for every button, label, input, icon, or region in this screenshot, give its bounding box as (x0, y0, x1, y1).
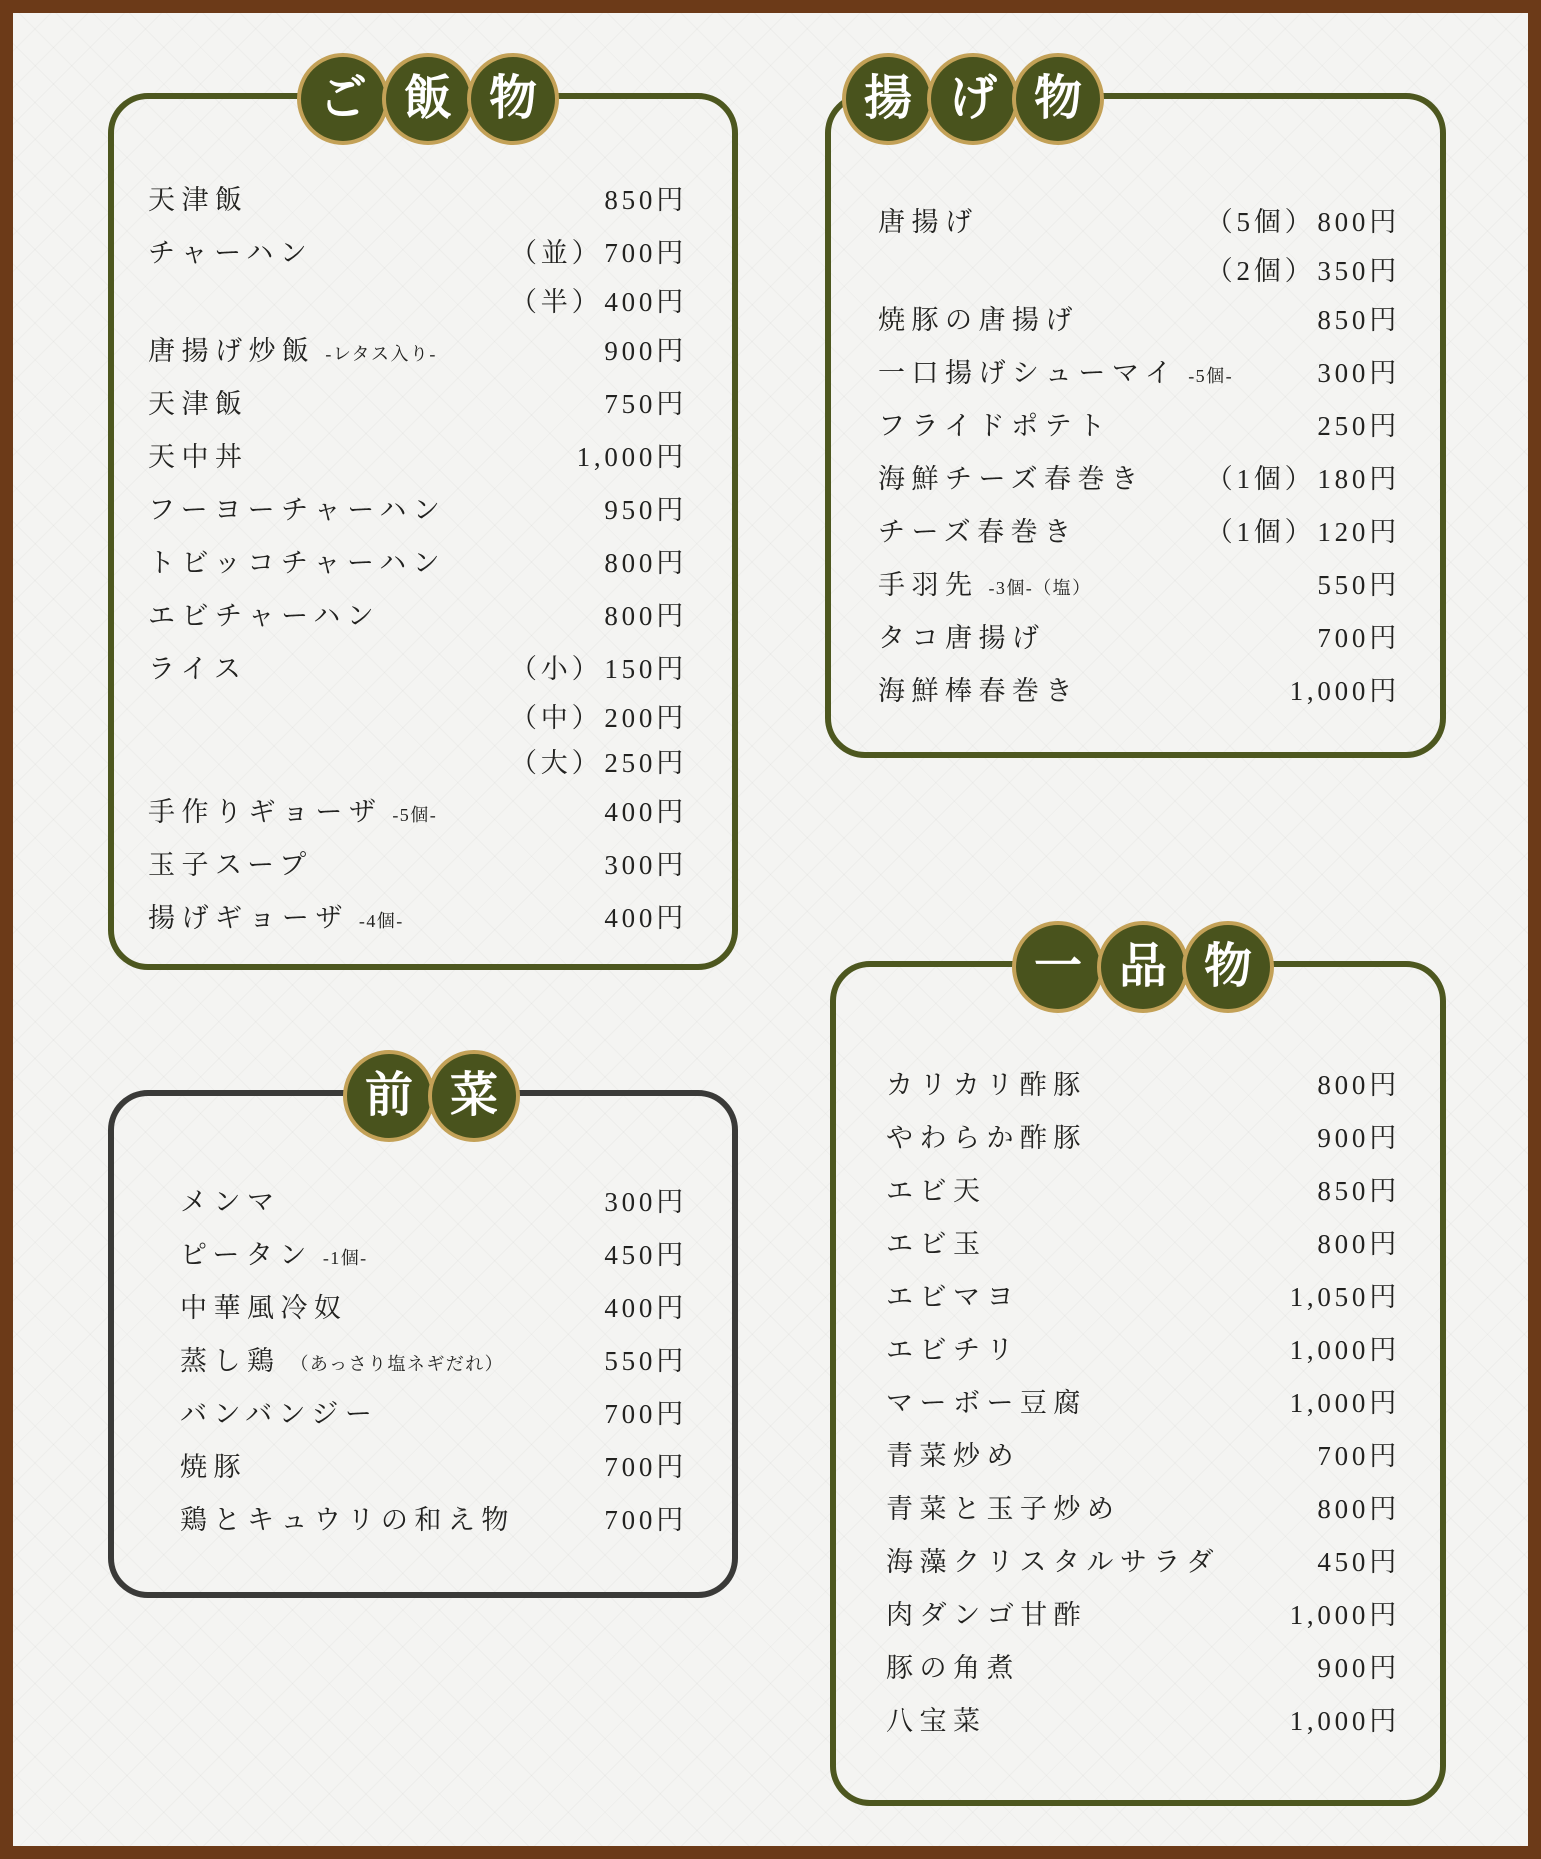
item-price (604, 329, 687, 368)
menu-item-row (886, 1374, 1400, 1427)
title-badge: 菜 (428, 1050, 520, 1142)
title-badge: 揚 (842, 53, 934, 145)
item-name-cell (180, 1392, 378, 1431)
menu-item-row (148, 224, 687, 277)
menu-item-row (148, 375, 687, 428)
price-value: 1,050円 (1289, 1282, 1400, 1312)
menu-item-row (878, 344, 1400, 397)
item-note: -1個- (322, 1248, 368, 1268)
item-list (831, 99, 1440, 752)
item-name-cell (886, 1275, 1020, 1314)
price-size-prefix: （並） (510, 238, 603, 268)
price-value: 250円 (604, 748, 687, 778)
price-value: 800円 (1317, 1229, 1400, 1259)
menu-item-row (878, 193, 1400, 246)
price-value: 1,000円 (1289, 1388, 1400, 1418)
item-name: メンマ (180, 1187, 281, 1217)
item-price (1290, 1593, 1400, 1632)
item-name-cell (886, 1063, 1087, 1102)
price-value: 300円 (604, 1187, 687, 1217)
item-note: （あっさり塩ネギだれ） (290, 1354, 505, 1374)
price-value: 700円 (1317, 1441, 1400, 1471)
item-price (510, 741, 687, 780)
item-name-cell (886, 1699, 986, 1738)
price-value: 700円 (604, 1452, 687, 1482)
item-name-cell (180, 1445, 247, 1484)
price-value: 800円 (1317, 1070, 1400, 1100)
menu-item-extra-price-row (148, 738, 687, 783)
item-price (1317, 1063, 1400, 1102)
menu-item-row (148, 171, 687, 224)
price-value: 850円 (604, 185, 687, 215)
price-size-prefix: （半） (510, 287, 603, 317)
item-name: 玉子スープ (148, 850, 313, 880)
item-name: 鶏とキュウリの和え物 (180, 1505, 515, 1535)
item-price (1317, 1222, 1400, 1261)
menu-item-row (148, 783, 687, 836)
item-name: 唐揚げ炒飯 (148, 336, 316, 366)
item-price (604, 178, 687, 217)
item-name-cell (148, 231, 313, 270)
item-name: エビマヨ (886, 1282, 1020, 1312)
item-name: 揚げギョーザ (148, 903, 349, 933)
item-name-cell (148, 594, 380, 633)
item-name: 一口揚げシューマイ (878, 358, 1179, 388)
item-list (836, 967, 1440, 1800)
price-value: 550円 (604, 1346, 687, 1376)
item-price (510, 280, 687, 319)
item-name-cell (148, 541, 446, 580)
item-name: タコ唐揚げ (878, 623, 1046, 653)
item-name: 蒸し鶏 (180, 1346, 281, 1376)
menu-item-row (148, 889, 687, 942)
item-price (1317, 351, 1400, 390)
item-name: 天津飯 (148, 185, 249, 215)
item-name-cell (148, 843, 313, 882)
item-price (1317, 1169, 1400, 1208)
price-value: 850円 (1317, 1176, 1400, 1206)
item-name-cell (886, 1169, 986, 1208)
item-name: 海鮮チーズ春巻き (878, 464, 1145, 494)
item-price (1317, 563, 1400, 602)
item-name-cell (886, 1540, 1220, 1579)
item-name: チャーハン (148, 238, 314, 268)
title-badge: 一 (1012, 921, 1104, 1013)
item-name: フライドポテト (878, 411, 1112, 441)
item-name: 海藻クリスタルサラダ (886, 1547, 1220, 1577)
item-price (1290, 1699, 1400, 1738)
price-value: 450円 (604, 1240, 687, 1270)
item-name: 海鮮棒春巻き (878, 676, 1079, 706)
item-name-cell (878, 616, 1045, 655)
item-name: 中華風冷奴 (180, 1293, 348, 1323)
item-name-cell (878, 669, 1079, 708)
menu-item-row (148, 481, 687, 534)
item-price (604, 1233, 687, 1272)
item-price (1317, 1646, 1400, 1685)
menu-item-row (886, 1586, 1400, 1639)
item-name: 青菜炒め (886, 1441, 1020, 1471)
section-title-badges (343, 1050, 520, 1142)
item-name-cell (148, 647, 247, 686)
section-rice-dishes (108, 72, 738, 970)
item-name: ライス (148, 654, 248, 684)
item-price (604, 790, 687, 829)
item-price (577, 435, 687, 474)
menu-item-row (180, 1438, 687, 1491)
menu-item-row (886, 1321, 1400, 1374)
price-size-prefix: （小） (510, 654, 603, 684)
item-name: 青菜と玉子炒め (886, 1494, 1121, 1524)
menu-item-row (886, 1427, 1400, 1480)
item-name-cell (878, 351, 1233, 390)
item-name-cell (180, 1498, 515, 1537)
item-name-cell (180, 1180, 280, 1219)
item-price (1206, 457, 1400, 496)
item-note: -3個-（塩） (988, 578, 1092, 598)
menu-item-row (886, 1109, 1400, 1162)
menu-item-row (886, 1533, 1400, 1586)
item-name-cell (886, 1646, 1020, 1685)
menu-item-row (180, 1226, 687, 1279)
item-price (510, 647, 687, 686)
item-name: エビチャーハン (148, 601, 381, 631)
price-value: 300円 (604, 850, 687, 880)
item-price (604, 488, 687, 527)
section-title-badges (842, 53, 1104, 145)
price-value: 180円 (1317, 464, 1400, 494)
item-price (604, 1180, 687, 1219)
item-name: ピータン (180, 1240, 313, 1270)
menu-item-row (148, 640, 687, 693)
menu-item-row (886, 1162, 1400, 1215)
item-name: 天中丼 (148, 442, 249, 472)
menu-item-row (148, 587, 687, 640)
price-value: 350円 (1317, 256, 1400, 286)
item-name-cell (886, 1593, 1087, 1632)
item-price (604, 594, 687, 633)
menu-item-extra-price-row (878, 246, 1400, 291)
price-size-prefix: （5個） (1205, 207, 1316, 237)
menu-item-row (886, 1056, 1400, 1109)
item-price (1317, 298, 1400, 337)
price-value: 550円 (1317, 570, 1400, 600)
menu-item-row (148, 322, 687, 375)
price-value: 700円 (604, 1399, 687, 1429)
title-badge: 品 (1097, 921, 1189, 1013)
item-name-cell (878, 404, 1112, 443)
menu-item-row (180, 1173, 687, 1226)
title-badge: 物 (1012, 53, 1104, 145)
section-title-badges (297, 53, 559, 145)
menu-item-row (180, 1332, 687, 1385)
item-price (604, 1392, 687, 1431)
price-value: 800円 (604, 548, 687, 578)
price-value: 1,000円 (1289, 1335, 1400, 1365)
price-value: 750円 (604, 389, 687, 419)
item-name-cell (148, 329, 437, 368)
price-value: 300円 (1317, 358, 1400, 388)
title-badge: 物 (467, 53, 559, 145)
price-value: 400円 (604, 797, 687, 827)
item-name-cell (886, 1487, 1120, 1526)
item-name-cell (878, 200, 978, 239)
item-price (1206, 200, 1400, 239)
item-price (604, 1339, 687, 1378)
price-size-prefix: （2個） (1205, 256, 1316, 286)
menu-item-row (878, 662, 1400, 715)
menu-item-row (148, 836, 687, 889)
item-name: カリカリ酢豚 (886, 1070, 1087, 1100)
item-name: エビチリ (886, 1335, 1020, 1365)
menu-item-row (180, 1385, 687, 1438)
price-value: 900円 (604, 336, 687, 366)
menu-item-row (886, 1268, 1400, 1321)
menu-item-row (180, 1491, 687, 1544)
menu-item-row (886, 1215, 1400, 1268)
item-name: エビ天 (886, 1176, 987, 1206)
item-name-cell (878, 510, 1078, 549)
item-price (1206, 510, 1400, 549)
item-name: マーボー豆腐 (886, 1388, 1087, 1418)
item-name: 豚の角煮 (886, 1653, 1020, 1683)
item-price (604, 541, 687, 580)
section-appetizers (108, 1069, 738, 1598)
price-value: 1,000円 (1289, 1600, 1400, 1630)
item-name-cell (886, 1222, 986, 1261)
menu-item-row (878, 609, 1400, 662)
menu-item-row (886, 1639, 1400, 1692)
item-note: -5個- (1188, 366, 1233, 386)
item-price (1290, 1328, 1400, 1367)
item-price (1317, 616, 1400, 655)
menu-item-extra-price-row (148, 693, 687, 738)
price-value: 200円 (604, 703, 687, 733)
item-name-cell (180, 1339, 504, 1378)
price-value: 700円 (1317, 623, 1400, 653)
price-size-prefix: （1個） (1205, 464, 1316, 494)
section-title-badges (1012, 921, 1274, 1013)
item-price (604, 896, 687, 935)
item-price (604, 382, 687, 421)
item-price (604, 1445, 687, 1484)
item-list (114, 99, 732, 964)
price-value: 800円 (1317, 207, 1400, 237)
item-price (1317, 404, 1400, 443)
item-price (1317, 1434, 1400, 1473)
item-name: 天津飯 (148, 389, 249, 419)
price-value: 400円 (604, 287, 687, 317)
item-name-cell (886, 1434, 1020, 1473)
price-value: 250円 (1317, 411, 1400, 441)
item-price (604, 1286, 687, 1325)
price-size-prefix: （中） (510, 703, 603, 733)
title-badge: 物 (1182, 921, 1274, 1013)
menu-item-row (148, 428, 687, 481)
item-note: -5個- (392, 805, 438, 825)
price-value: 400円 (604, 903, 687, 933)
item-note: -4個- (358, 911, 404, 931)
menu-item-extra-price-row (148, 277, 687, 322)
item-name-cell (148, 790, 437, 829)
item-name-cell (148, 488, 446, 527)
item-name-cell (886, 1381, 1087, 1420)
item-name: エビ玉 (886, 1229, 987, 1259)
menu-item-row (886, 1480, 1400, 1533)
price-value: 800円 (604, 601, 687, 631)
item-name-cell (180, 1233, 368, 1272)
menu-item-row (878, 503, 1400, 556)
price-value: 400円 (604, 1293, 687, 1323)
item-name: バンバンジー (180, 1399, 379, 1429)
item-price (1206, 249, 1400, 288)
item-name-cell (148, 896, 404, 935)
price-value: 700円 (604, 238, 687, 268)
menu-item-row (878, 556, 1400, 609)
menu-item-row (878, 397, 1400, 450)
price-value: 850円 (1317, 305, 1400, 335)
item-price (1290, 1381, 1400, 1420)
menu-item-row (180, 1279, 687, 1332)
item-list (114, 1096, 732, 1592)
item-name: フーヨーチャーハン (148, 495, 447, 525)
menu-item-row (886, 1692, 1400, 1745)
section-a-la-carte (830, 940, 1446, 1806)
item-name: 手作りギョーザ (148, 797, 383, 827)
item-name-cell (886, 1116, 1087, 1155)
item-name-cell (180, 1286, 347, 1325)
title-badge: げ (927, 53, 1019, 145)
price-value: 1,000円 (576, 442, 687, 472)
item-price (604, 1498, 687, 1537)
price-value: 450円 (1317, 1547, 1400, 1577)
item-name-cell (886, 1328, 1020, 1367)
item-name: 唐揚げ (878, 207, 979, 237)
item-name: チーズ春巻き (878, 517, 1078, 547)
price-size-prefix: （大） (510, 748, 603, 778)
item-price (1290, 1275, 1400, 1314)
price-value: 800円 (1317, 1494, 1400, 1524)
item-name: 焼豚の唐揚げ (878, 305, 1079, 335)
item-name: 焼豚 (180, 1452, 247, 1482)
price-value: 900円 (1317, 1123, 1400, 1153)
menu-item-row (878, 450, 1400, 503)
item-price (510, 231, 687, 270)
item-name: 八宝菜 (886, 1706, 987, 1736)
item-name: やわらか酢豚 (886, 1123, 1087, 1153)
section-fried-dishes (825, 72, 1446, 758)
item-name-cell (148, 382, 248, 421)
item-name: 手羽先 (878, 570, 979, 600)
title-badge: 前 (343, 1050, 435, 1142)
item-price (1317, 1487, 1400, 1526)
item-note: -レタス入り- (325, 344, 437, 364)
item-name-cell (878, 457, 1145, 496)
price-value: 900円 (1317, 1653, 1400, 1683)
item-name-cell (878, 298, 1079, 337)
menu-item-row (148, 534, 687, 587)
item-price (1317, 1116, 1400, 1155)
item-name: 肉ダンゴ甘酢 (886, 1600, 1088, 1630)
item-name-cell (878, 563, 1092, 602)
price-value: 1,000円 (1289, 1706, 1400, 1736)
menu-item-row (878, 291, 1400, 344)
title-badge: ご (297, 53, 389, 145)
price-value: 950円 (604, 495, 687, 525)
item-price (1290, 669, 1400, 708)
item-price (1317, 1540, 1400, 1579)
price-value: 150円 (604, 654, 687, 684)
price-value: 1,000円 (1289, 676, 1400, 706)
item-name-cell (148, 178, 248, 217)
item-price (604, 843, 687, 882)
price-value: 700円 (604, 1505, 687, 1535)
item-name-cell (148, 435, 248, 474)
price-size-prefix: （1個） (1205, 517, 1316, 547)
price-value: 120円 (1317, 517, 1400, 547)
item-name: トビッコチャーハン (148, 548, 447, 578)
title-badge: 飯 (382, 53, 474, 145)
item-price (510, 696, 687, 735)
